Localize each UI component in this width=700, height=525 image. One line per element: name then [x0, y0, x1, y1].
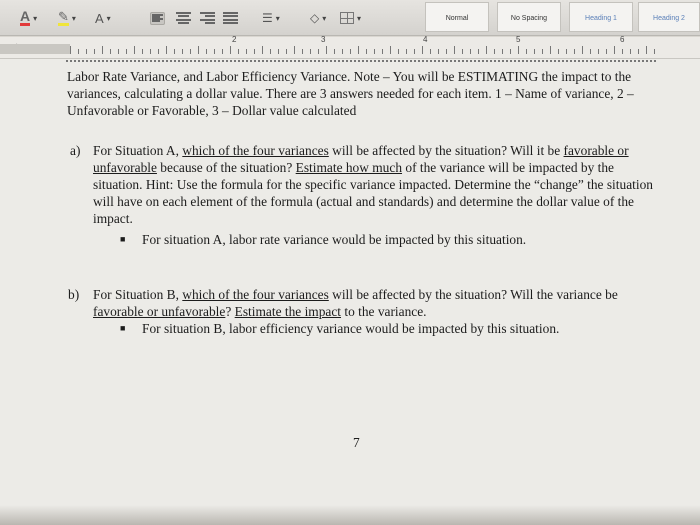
- ruler-tick: [646, 46, 647, 54]
- ruler-tick: [94, 49, 95, 54]
- ruler-number: 4: [423, 35, 428, 44]
- ruler-tick: [342, 49, 343, 54]
- item-b-text: to the variance.: [341, 304, 427, 319]
- item-a-text: will be affected by the situation? Will it be: [328, 143, 564, 158]
- ruler-tick: [406, 49, 407, 54]
- item-b-paragraph[interactable]: [93, 286, 663, 320]
- chevron-down-icon: ▾: [357, 13, 362, 23]
- ruler-tick: [486, 46, 487, 54]
- intro-paragraph[interactable]: Labor Rate Variance, and Labor Efficiency Variance. Note – You will be ESTIMATING the impact to the variances, calculating a dollar value. There are 3 answers needed for each item. 1 – Name of variance, 2 – Unfavorable or Favorable, 3 – Dollar value calculated: [67, 69, 634, 118]
- borders-button[interactable]: [340, 9, 361, 27]
- horizontal-ruler[interactable]: [0, 37, 700, 59]
- align-right-button[interactable]: [200, 9, 215, 27]
- chevron-down-icon: ▾: [106, 13, 111, 23]
- ruler-tick: [230, 46, 231, 54]
- font-color-button[interactable]: [20, 9, 37, 27]
- ruler-tick: [86, 49, 87, 54]
- ruler-tick: [438, 49, 439, 54]
- ruler-scale: [70, 35, 660, 54]
- ruler-tick: [134, 46, 135, 54]
- ruler-tick: [430, 49, 431, 54]
- ruler-tick: [582, 46, 583, 54]
- item-a-bullet[interactable]: [120, 231, 526, 248]
- chevron-down-icon: ▾: [71, 13, 76, 23]
- line-spacing-button[interactable]: [262, 9, 280, 27]
- item-b-text: For Situation B,: [93, 287, 183, 302]
- font-color-icon: A: [20, 8, 31, 24]
- chevron-down-icon: ▾: [33, 13, 38, 23]
- ruler-tick: [526, 49, 527, 54]
- page-shadow: [0, 505, 700, 525]
- ruler-tick: [470, 49, 471, 54]
- paint-bucket-icon: ◇: [310, 11, 320, 25]
- ruler-tick: [326, 46, 327, 54]
- ruler-tick: [174, 49, 175, 54]
- item-a-text: of the variance will be impacted by the situation. Hint: Use the formula for the specific variance impacted. Determine the “change” the situation will have on each element of the formula (actual and standards) and determine the dollar value of the impact.: [93, 160, 653, 226]
- ruler-tick: [118, 49, 119, 54]
- ruler-tick: [390, 46, 391, 54]
- align-center-icon: [176, 12, 191, 25]
- align-left-icon: [150, 12, 165, 25]
- style-no-spacing[interactable]: [497, 2, 561, 32]
- ruler-tick: [606, 49, 607, 54]
- ruler-tick: [166, 46, 167, 54]
- shading-button[interactable]: [310, 9, 326, 27]
- ruler-tick: [246, 49, 247, 54]
- item-a-underlined: which of the four variances: [182, 143, 329, 158]
- ruler-tick: [494, 49, 495, 54]
- ruler-tick: [566, 49, 567, 54]
- ruler-tick: [286, 49, 287, 54]
- ruler-tick: [198, 46, 199, 54]
- line-spacing-icon: ☰: [262, 11, 273, 25]
- ruler-tick: [214, 49, 215, 54]
- ruler-tick: [334, 49, 335, 54]
- ruler-tick: [574, 49, 575, 54]
- cut-off-text-line: [66, 59, 656, 63]
- ruler-tick: [358, 46, 359, 54]
- item-b-underlined: which of the four variances: [182, 287, 329, 302]
- ruler-tick: [238, 49, 239, 54]
- justify-button[interactable]: [223, 9, 238, 27]
- align-right-icon: [200, 12, 215, 25]
- ruler-left-margin: [0, 44, 70, 54]
- item-b-underlined: favorable or unfavorable: [93, 304, 226, 319]
- justify-icon: [223, 12, 238, 25]
- style-no-spacing-label: No Spacing: [510, 15, 548, 22]
- ruler-tick: [222, 49, 223, 54]
- item-b-text: will be affected by the situation? Will the variance be: [328, 287, 618, 302]
- ruler-tick: [454, 46, 455, 54]
- highlighter-icon: ✎: [58, 9, 69, 24]
- ruler-tick: [510, 49, 511, 54]
- item-a-text: because of the situation?: [156, 160, 296, 175]
- ruler-tick: [70, 46, 71, 54]
- ruler-tick: [142, 49, 143, 54]
- ruler-tick: [502, 49, 503, 54]
- ruler-tick: [534, 49, 535, 54]
- chevron-down-icon: ▾: [275, 13, 280, 23]
- highlight-button[interactable]: [58, 9, 76, 27]
- style-normal-label: Normal: [445, 15, 469, 22]
- ruler-number: 5: [516, 35, 521, 44]
- ruler-tick: [478, 49, 479, 54]
- ruler-tick: [558, 49, 559, 54]
- ruler-tick: [638, 49, 639, 54]
- ruler-tick: [366, 49, 367, 54]
- ruler-tick: [374, 49, 375, 54]
- ruler-tick: [398, 49, 399, 54]
- ruler-tick: [462, 49, 463, 54]
- ruler-tick: [302, 49, 303, 54]
- ruler-tick: [310, 49, 311, 54]
- item-b-underlined: Estimate the impact: [234, 304, 342, 319]
- item-a-bullet-text: For situation A, labor rate variance would be impacted by this situation.: [142, 232, 527, 247]
- style-heading-1-label: Heading 1: [585, 15, 617, 22]
- ruler-tick: [206, 49, 207, 54]
- item-a-paragraph[interactable]: [93, 142, 663, 227]
- ruler-tick: [550, 46, 551, 54]
- ruler-tick: [446, 49, 447, 54]
- ruler-tick: [318, 49, 319, 54]
- style-heading-1[interactable]: [569, 2, 633, 32]
- ruler-tick: [518, 46, 519, 54]
- ruler-number: 3: [321, 35, 326, 44]
- item-a-text: For Situation A,: [93, 143, 183, 158]
- borders-icon: [340, 12, 354, 24]
- ruler-tick: [78, 49, 79, 54]
- ruler-number: 6: [620, 35, 625, 44]
- style-normal[interactable]: [425, 2, 489, 32]
- style-heading-2[interactable]: [638, 2, 700, 32]
- ruler-tick: [422, 46, 423, 54]
- ribbon-toolbar: [0, 0, 700, 36]
- item-b-text: ?: [225, 304, 235, 319]
- align-center-button[interactable]: [176, 9, 191, 27]
- ruler-tick: [382, 49, 383, 54]
- ruler-tick: [182, 49, 183, 54]
- item-b-bullet-text: For situation B, labor efficiency variance would be impacted by this situation.: [142, 321, 560, 336]
- font-icon: A: [95, 10, 104, 26]
- style-heading-2-label: Heading 2: [653, 15, 685, 22]
- ruler-tick: [590, 49, 591, 54]
- ruler-tick: [350, 49, 351, 54]
- bullet-icon: ■: [120, 323, 126, 333]
- bullet-icon: ■: [120, 234, 126, 244]
- ruler-tick: [262, 46, 263, 54]
- ruler-tick: [150, 49, 151, 54]
- item-b-label: b): [68, 287, 80, 302]
- ruler-tick: [158, 49, 159, 54]
- document-page[interactable]: [0, 59, 700, 525]
- item-a-label: a): [70, 143, 81, 158]
- chevron-down-icon: ▾: [322, 13, 327, 23]
- font-button[interactable]: [95, 9, 111, 27]
- ruler-tick: [278, 49, 279, 54]
- ruler-tick: [630, 49, 631, 54]
- ruler-tick: [294, 46, 295, 54]
- ruler-tick: [102, 46, 103, 54]
- ruler-tick: [126, 49, 127, 54]
- ruler-tick: [190, 49, 191, 54]
- item-a-underlined: favorable or unfavorable: [93, 143, 629, 175]
- page-number: 7: [353, 435, 360, 450]
- ruler-tick: [622, 49, 623, 54]
- ruler-tick: [270, 49, 271, 54]
- ruler-tick: [414, 49, 415, 54]
- ruler-tick: [614, 46, 615, 54]
- ruler-tick: [254, 49, 255, 54]
- ruler-number: 2: [232, 35, 237, 44]
- item-a-underlined: Estimate how much: [295, 160, 403, 175]
- ruler-tick: [542, 49, 543, 54]
- ruler-tick: [654, 49, 655, 54]
- ruler-tick: [598, 49, 599, 54]
- align-left-button[interactable]: [150, 9, 165, 27]
- ruler-tick: [110, 49, 111, 54]
- item-b-bullet[interactable]: [120, 320, 559, 337]
